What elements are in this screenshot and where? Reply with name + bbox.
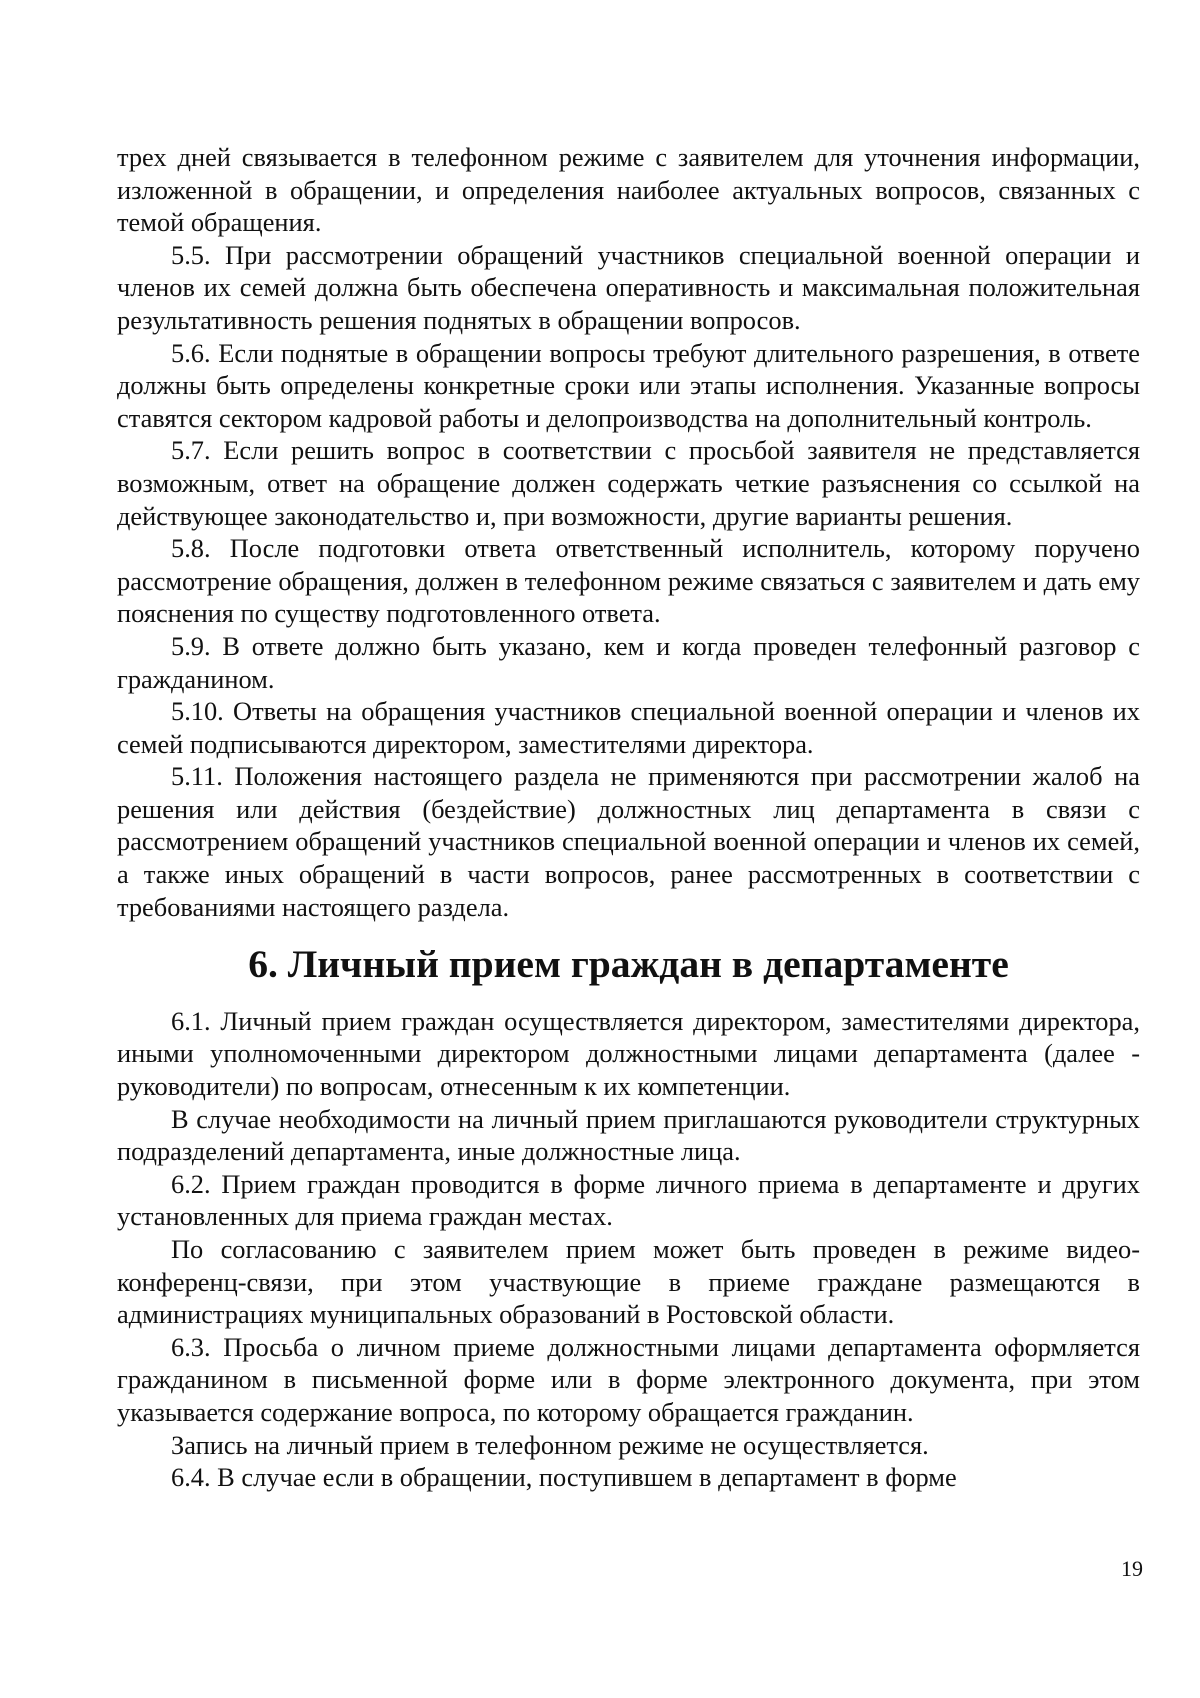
paragraph-continuation: трех дней связывается в телефонном режиме с заявителем для уточнения информации, изложенной в обращении, и определения наиболее актуальных вопросов, связанных с темой обращения. [117, 142, 1140, 238]
paragraph-6-2: 6.2. Прием граждан проводится в форме личного приема в департаменте и других установленных для приема граждан местах. [117, 1168, 1140, 1232]
paragraph-5-5: 5.5. При рассмотрении обращений участников специальной военной операции и членов их семей должна быть обеспечена оперативность и максимальная положительная результативность решения поднятых в обращении вопросов. [117, 239, 1140, 335]
paragraph-5-11: 5.11. Положения настоящего раздела не применяются при рассмотрении жалоб на решения или действия (бездействие) должностных лиц департамента в связи с рассмотрением обращений участников специальной военной операции и членов их семей, а также иных обращений в части вопросов, ранее рассмотренных в соответствии с требованиями настоящего раздела. [117, 761, 1140, 922]
paragraph-5-9: 5.9. В ответе должно быть указано, кем и когда проведен телефонный разговор с гражданином. [117, 630, 1140, 694]
paragraph-5-6: 5.6. Если поднятые в обращении вопросы требуют длительного разрешения, в ответе должны быть определены конкретные сроки или этапы исполнения. Указанные вопросы ставятся сектором кадровой работы и делопроизводства на дополнительный контроль. [117, 337, 1140, 433]
paragraph-5-10: 5.10. Ответы на обращения участников специальной военной операции и членов их семей подписываются директором, заместителями директора. [117, 696, 1140, 759]
document-page [117, 141, 1140, 1494]
paragraph-6-1-note: В случае необходимости на личный прием приглашаются руководители структурных подразделений департамента, иные должностные лица. [117, 1103, 1140, 1167]
page-number: 19 [1121, 1556, 1143, 1581]
paragraph-6-2-note: По согласованию с заявителем прием может быть проведен в режиме видео-конференц-связи, при этом участвующие в приеме граждане размещаются в администрациях муниципальных образований в Ростовской области. [117, 1234, 1140, 1330]
paragraph-6-3-note: Запись на личный прием в телефонном режиме не осуществляется. [171, 1429, 929, 1460]
paragraph-6-1: 6.1. Личный прием граждан осуществляется директором, заместителями директора, иными уполномоченными директором должностными лицами департамента (далее - руководители) по вопросам, отнесенным к их компетенции. [117, 1005, 1140, 1102]
section-heading: 6. Личный прием граждан в департаменте [248, 942, 1009, 987]
paragraph-5-7: 5.7. Если решить вопрос в соответствии с просьбой заявителя не представляется возможным, ответ на обращение должен содержать четкие разъяснения со ссылкой на действующее законодательство и, при возможности, другие варианты решения. [117, 435, 1140, 531]
paragraph-6-3: 6.3. Просьба о личном приеме должностными лицами департамента оформляется гражданином в письменной форме или в форме электронного документа, при этом указывается содержание вопроса, по которому обращается гражданин. [117, 1331, 1140, 1427]
paragraph-6-4: 6.4. В случае если в обращении, поступившем в департамент в форме [171, 1462, 957, 1493]
paragraph-5-8: 5.8. После подготовки ответа ответственный исполнитель, которому поручено рассмотрение обращения, должен в телефонном режиме связаться с заявителем и дать ему пояснения по существу подготовленного ответа. [117, 533, 1140, 629]
